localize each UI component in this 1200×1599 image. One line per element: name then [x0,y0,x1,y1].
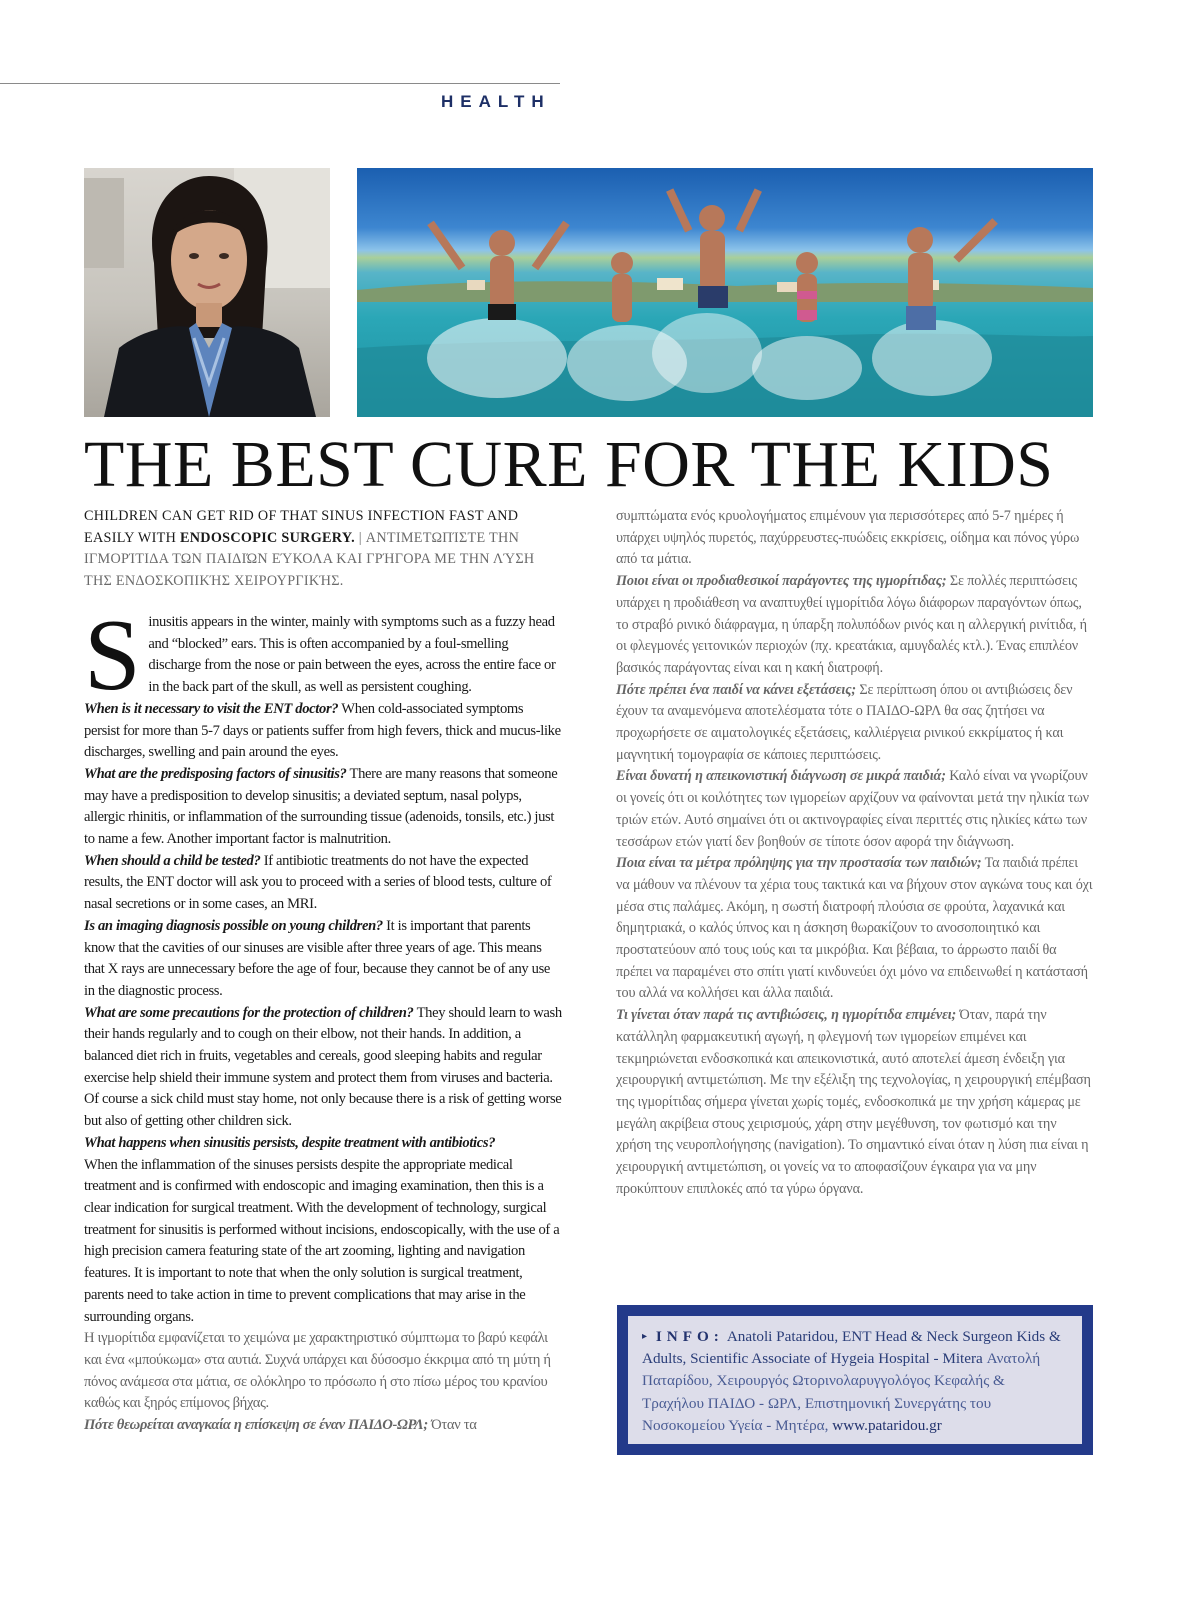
greek-qa-paragraph [616,766,1094,853]
answer: If antibiotic treatments do not have the expected results, the ENT doctor will ask you to proceed with a series of blood tests, culture of nasal secretions or in some cases, an MRI. [84,852,552,913]
greek-qa-paragraph [616,1005,1094,1200]
article-column-right [616,506,1094,1201]
answer: It is important that parents know that the cavities of our sinuses are visible after three years of age. This means that X rays are unnecessary before the age of four, because they cannot be of any use in the diagnostic process. [84,917,551,999]
qa-paragraph [84,916,562,1003]
greek-intro-paragraph [84,1328,562,1415]
question: When is it necessary to visit the ENT doctor? [84,700,339,717]
greek-question: Πότε πρέπει ένα παιδί να κάνει εξετάσεις; [616,681,856,698]
greek-question: Πότε θεωρείται αναγκαία η επίσκεψη σε έναν ΠΑΙΔΟ-ΩΡΛ; [84,1417,428,1434]
answer: They should learn to wash their hands regularly and to cough on their elbow, not their hands. In addition, a balanced diet rich in fruits, vegetables and cereals, good sleeping habits and regular exercise help shield their immune system and protect them from viruses and bacteria. Of course a sick child must stay home, not only because there is a risk of getting worse but also of getting other children sick. [84,1004,562,1130]
lead-english: CHILDREN CAN GET RID OF THAT SINUS INFECTION FAST AND EASILY WITH [84,508,519,546]
greek-question: Είναι δυνατή η απεικονιστική διάγνωση σε μικρά παιδιά; [616,768,946,785]
qa-paragraph [84,1133,562,1328]
info-box-content [628,1316,1082,1444]
section-label: HEALTH [441,92,551,111]
intro-text: inusitis appears in the winter, mainly with symptoms such as a fuzzy head and “blocked” ears. This is often accompanied by a foul-smelling discharge from the nose or pain between the eyes, across the entire face or in the back part of the skull, as well as persistent coughing. [148,614,556,696]
greek-question: Ποια είναι τα μέτρα πρόληψης για την προστασία των παιδιών; [616,855,982,872]
question: What are the predisposing factors of sinusitis? [84,765,347,782]
greek-answer: Όταν τα [431,1417,477,1434]
top-rule [0,83,560,84]
info-english-text: Anatoli Pataridou, ENT Head & Neck Surgeon Kids & Adults, Scientific Associate of Hygeia Hospital - Mitera [642,1328,1061,1368]
website-link[interactable]: www.pataridou.gr [832,1416,942,1434]
answer: There are many reasons that someone may have a predisposition to develop sinusitis; a deviated septum, nasal polyps, allergic rhinitis, or inflammation of the surrounding tissue (adenoids, tonsils, etc.) just to name a few. Another important factor is malnutrition. [84,765,558,848]
qa-paragraph [84,764,562,851]
question: What are some precautions for the protection of children? [84,1004,414,1021]
greek-question: Τι γίνεται όταν παρά τις αντιβιώσεις, η ιγμορίτιδα επιμένει; [616,1007,957,1024]
hero-photo-kids-splashing [357,168,1093,417]
article-column-left [84,599,562,1437]
greek-answer: Σε πολλές περιπτώσεις υπάρχει η προδιάθεση να αναπτυχθεί ιγμορίτιδα λόγω διάφορων παραγόντων όπως, το στραβό ρινικό διάφραγμα, η ύπαρξη πολυπόδων ρινός και η αλλεργική ρινίτιδα, ή οι φλεγμονές γειτονικών περιοχών (πχ. κρεατάκια, αμυγδαλές κτλ.). Ένας επιπλέον βασικός παράγοντας είναι και η κακή διατροφή. [616,573,1087,676]
lead-greek: ΑΝΤΙΜΕΤΩΠΊΣΤΕ ΤΗΝ ΙΓΜΟΡΊΤΙΔΑ ΤΩΝ ΠΑΙΔΙΏΝ ΕΎΚΟΛΑ ΚΑΙ ΓΡΉΓΟΡΑ ΜΕ ΤΗΝ ΛΎΣΗ ΤΗΣ ΕΝΔΟΣΚΟΠΙΚΉΣ ΧΕΙΡΟΥΡΓΙΚΉΣ. [84,529,535,589]
article-headline: THE BEST CURE FOR THE KIDS [84,428,1054,501]
qa-paragraph [84,1003,562,1133]
lead-english-bold: ENDOSCOPIC SURGERY. [179,529,355,546]
portrait-illustration [84,168,330,417]
greek-continued-paragraph [616,506,1094,571]
answer: When cold-associated symptoms persist for more than 5-7 days or patients suffer from high fevers, thick and mucus-like discharges, swelling and pain around the eyes. [84,700,561,761]
info-label [642,1328,724,1345]
qa-paragraph [84,699,562,764]
greek-answer: Σε περίπτωση όπου οι αντιβιώσεις δεν έχουν τα αναμενόμενα αποτελέσματα τότε ο ΠΑΙΔΟ-ΩΡΛ θα σας ζητήσει να προχωρήσετε σε αιματολογικές εξετάσεις, καλλιέργεια ρινικού εκκρίματος ή και μαγνητική τομογραφία σε κάποιες περιπτώσεις. [616,681,1073,763]
question: Is an imaging diagnosis possible on young children? [84,917,383,934]
arrow-right-icon: ▸ [642,1331,648,1342]
drop-cap: S [84,599,141,712]
lead-separator: | [354,529,366,546]
greek-intro-text: Η ιγμορίτιδα εμφανίζεται το χειμώνα με χαρακτηριστικό σύμπτωμα το βαρύ κεφάλι και ένα «μπούκωμα» στα αυτιά. Συχνά υπάρχει και δύσοσμο έκκριμα από τη μύτη ή πόνος ανάμεσα στα μάτια, σε ολόκληρο το πρόσωπο ή στο πίσω μέρος του κρανίου καθώς και ξηρός επίμονος βήχας. [84,1330,551,1412]
greek-qa-paragraph [616,680,1094,767]
info-greek-text: Ανατολή Παταρίδου, Χειρουργός Ωτορινολαρυγγολόγος Κεφαλής & Τραχήλου ΠΑΙΔΟ - ΩΡΛ, Επιστημονική Συνεργάτης του Νοσοκομείου Υγεία - Μητέρα, [642,1350,1041,1434]
greek-question: Ποιοι είναι οι προδιαθεσικοί παράγοντες της ιγμορίτιδας; [616,573,947,590]
greek-answer-continued: συμπτώματα ενός κρυολογήματος επιμένουν για περισσότερες από 5-7 ημέρες ή υπάρχει υψηλός πυρετός, παχύρρευστες-πυώδεις εκκρίσεις, οίδημα και πόνος γύρω από τα μάτια. [616,508,1080,568]
greek-answer: Όταν, παρά την κατάλληλη φαρμακευτική αγωγή, η φλεγμονή των ιγμορείων επιμένει και τεκμηριώνεται ενδοσκοπικά και απεικονιστικά, αυτό αποτελεί άμεση ένδειξη για χειρουργική αντιμετώπιση. Με την εξέλιξη της τεχνολογίας, η χειρουργική επέμβαση της ιγμορίτιδας σήμερα γίνεται χωρίς τομές, ενδοσκοπικά με την χρήση κάμερας με μεγάλη ακρίβεια στους χειρισμούς, χάρη στην μεγέθυνση, τον φωτισμό και την χρήση της νευροπλοήγησης (navigation). Το σημαντικό είναι όταν η λύση πια είναι η χειρουργική αντιμετώπιση, οι γονείς να το αποφασίζουν έγκαιρα για να μην προκύπτουν επιπλοκές από τα γύρω όργανα. [616,1007,1091,1197]
answer: When the inflammation of the sinuses persists despite the appropriate medical treatment and is confirmed with endoscopic and imaging examination, then this is a clear indication for surgical treatment. With the development of technology, surgical treatment for sinusitis is performed without incisions, endoscopically, with the use of a high precision camera featuring state of the art zooming, lighting and navigation features. It is important to note that when the only solution is surgical treatment, parents need to take action in time to prevent complications that may arise in the surrounding organs. [84,1156,560,1325]
question: What happens when sinusitis persists, despite treatment with antibiotics? [84,1134,496,1151]
article-lead [84,506,560,592]
greek-qa-paragraph [616,571,1094,680]
qa-paragraph [84,851,562,916]
info-box [617,1305,1093,1455]
greek-answer: Τα παιδιά πρέπει να μάθουν να πλένουν τα χέρια τους τακτικά και να βήχουν στον αγκώνα τους και όχι μέσα στις παλάμες. Ακόμη, η σωστή διατροφή πλούσια σε φρούτα, λαχανικά και δημητριακά, ο καλός ύπνος και η άσκηση θωρακίζουν το ανοσοποιητικό και προστατεύουν από τους ιούς και τα μικρόβια. Και βέβαια, το άρρωστο παιδί θα πρέπει να παραμένει στο σπίτι γιατί κινδυνεύει όχι μόνο να επιδεινωθεί η κατάστασή του αλλά να κολλήσει και άλλα παιδιά. [616,855,1093,1002]
greek-answer: Καλό είναι να γνωρίζουν οι γονείς ότι οι κοιλότητες των ιγμορείων αρχίζουν να φαίνονται μετά την ηλικία των τριών ετών. Αυτό σημαίνει ότι οι ακτινογραφίες είναι περιττές στις ηλικίες κάτω των τεσσάρων ετών γιατί δεν βοηθούν σε τίποτε όσον αφορά την διάγνωση. [616,768,1089,850]
portrait-photo [84,168,330,417]
question: When should a child be tested? [84,852,261,869]
greek-qa-paragraph [616,853,1094,1005]
hero-illustration [357,168,1093,417]
greek-qa-paragraph [84,1415,562,1437]
info-label-text: INFO: [655,1328,724,1345]
